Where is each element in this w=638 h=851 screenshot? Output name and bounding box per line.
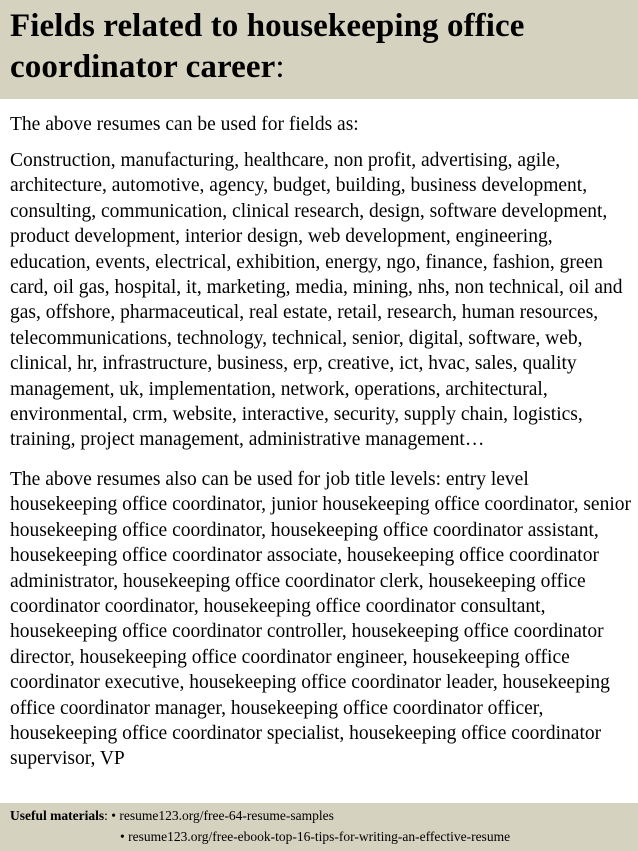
- resume-samples-link[interactable]: • resume123.org/free-64-resume-samples: [111, 808, 334, 823]
- page-title: [10, 6, 628, 88]
- useful-materials-label: Useful materials: [10, 808, 105, 823]
- job-levels-paragraph: The above resumes also can be used for job title levels: entry level housekeeping office coordinator, junior housekeeping office coordinator, senior housekeeping office coordinator, housekeeping office coordinator assistant, housekeeping office coordinator associate, housekeeping office coordinator administrator, housekeeping office coordinator clerk, housekeeping office coordinator coordinator, housekeeping office coordinator consultant, housekeeping office coordinator controller, housekeeping office coordinator director, housekeeping office coordinator engineer, housekeeping office coordinator executive, housekeeping office coordinator leader, housekeeping office coordinator manager, housekeeping office coordinator officer, housekeeping office coordinator specialist, housekeeping office coordinator supervisor, VP: [10, 468, 631, 770]
- intro-text: The above resumes can be used for fields as:: [10, 114, 359, 135]
- title-banner: [0, 0, 638, 99]
- page-title-text: Fields related to housekeeping office coordinator career: [10, 8, 525, 85]
- main-content: [10, 107, 632, 805]
- footer-row-2: [10, 826, 628, 847]
- page-title-colon: :: [275, 49, 285, 85]
- ebook-tips-link[interactable]: • resume123.org/free-ebook-top-16-tips-for-writing-an-effective-resume: [120, 829, 511, 844]
- useful-materials-footer: [0, 803, 638, 851]
- footer-row-1: [10, 805, 628, 826]
- fields-paragraph: Construction, manufacturing, healthcare, non profit, advertising, agile, architecture, automotive, agency, budget, building, business development, consulting, communication, clinical research, design, software development, product development, interior design, web development, engineering, education, events, electrical, exhibition, energy, ngo, finance, fashion, green card, oil gas, hospital, it, marketing, media, mining, nhs, non technical, oil and gas, offshore, pharmaceutical, real estate, retail, research, human resources, telecommunications, technology, technical, senior, digital, software, web, clinical, hr, infrastructure, business, erp, creative, ict, hvac, sales, quality management, uk, implementation, network, operations, architectural, environmental, crm, website, interactive, security, supply chain, logistics, training, project management, administrative management…: [10, 150, 623, 451]
- footer-separator: :: [104, 808, 112, 823]
